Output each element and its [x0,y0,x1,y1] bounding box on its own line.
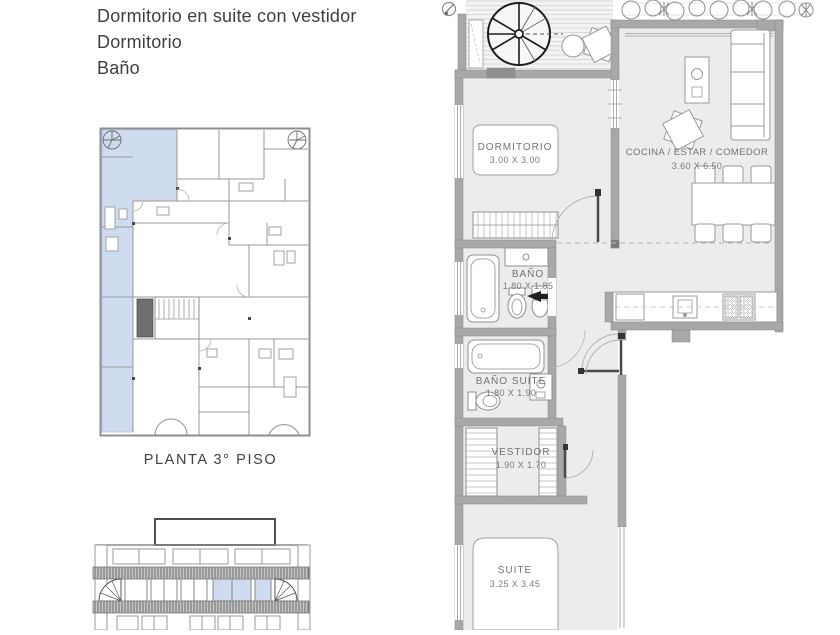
tv-console [685,57,709,103]
overview-caption: PLANTA 3° PISO [143,452,278,468]
bathtub [468,340,544,373]
listing-feature-list [97,3,357,81]
svg-text:1.80 X 1.85: 1.80 X 1.85 [502,281,554,291]
door-jamb [563,444,568,450]
room-label-banio-suite: BAÑO SUITE [475,376,547,387]
awning-icon [275,579,297,601]
window [455,262,463,315]
unit-floor-plan [435,0,840,630]
svg-text:3.60 X 6.50: 3.60 X 6.50 [671,161,723,171]
window-row [99,579,297,601]
closet-shelves [466,428,497,496]
dining-table [692,166,775,242]
svg-text:1.80 X 1.90: 1.80 X 1.90 [485,388,537,398]
lower-windows [117,616,280,630]
vanity [505,248,548,266]
room-label-banio: BAÑO [511,269,545,280]
terrace [458,0,618,70]
door-jamb [595,189,601,196]
planter [469,20,483,68]
window [455,105,463,178]
overview-floor-plan [99,127,311,439]
bidet [508,288,526,318]
balcony-slab-band [93,601,309,613]
highlighted-window [255,579,271,601]
plants-icon [622,0,813,20]
room-label-dormitorio: DORMITORIO [477,142,553,153]
room-label-cocina: COCINA / ESTAR / COMEDOR [625,147,769,158]
room-label-vestidor: VESTIDOR [491,447,551,458]
upper-windows [113,549,290,564]
roof-parapet [155,519,275,545]
feature-line: Dormitorio en suite con vestidor [97,6,357,26]
fridge [616,294,644,320]
north-compass-icon [443,3,456,16]
window [455,545,463,620]
window [455,344,463,368]
kitchen-sink [673,296,697,318]
stair-core [137,297,199,339]
feature-line: Dormitorio [97,32,183,52]
balcony-slab-band [93,567,309,579]
room-label-suite: SUITE [497,565,533,576]
suite-window [618,527,626,628]
door-jamb [578,368,584,374]
svg-text:3.25 X 3.45: 3.25 X 3.45 [489,579,541,589]
sofa [731,30,770,140]
svg-text:1.90 X 1.70: 1.90 X 1.70 [495,460,547,470]
terrace-chair [562,35,584,57]
svg-text:3.00 X 3.00: 3.00 X 3.00 [489,155,541,165]
right-pier [298,545,310,630]
elevator [137,299,153,337]
kitchen-counter [613,292,777,322]
door-jamb [618,333,625,339]
feature-line: Baño [97,58,140,78]
building-elevation [85,515,315,630]
